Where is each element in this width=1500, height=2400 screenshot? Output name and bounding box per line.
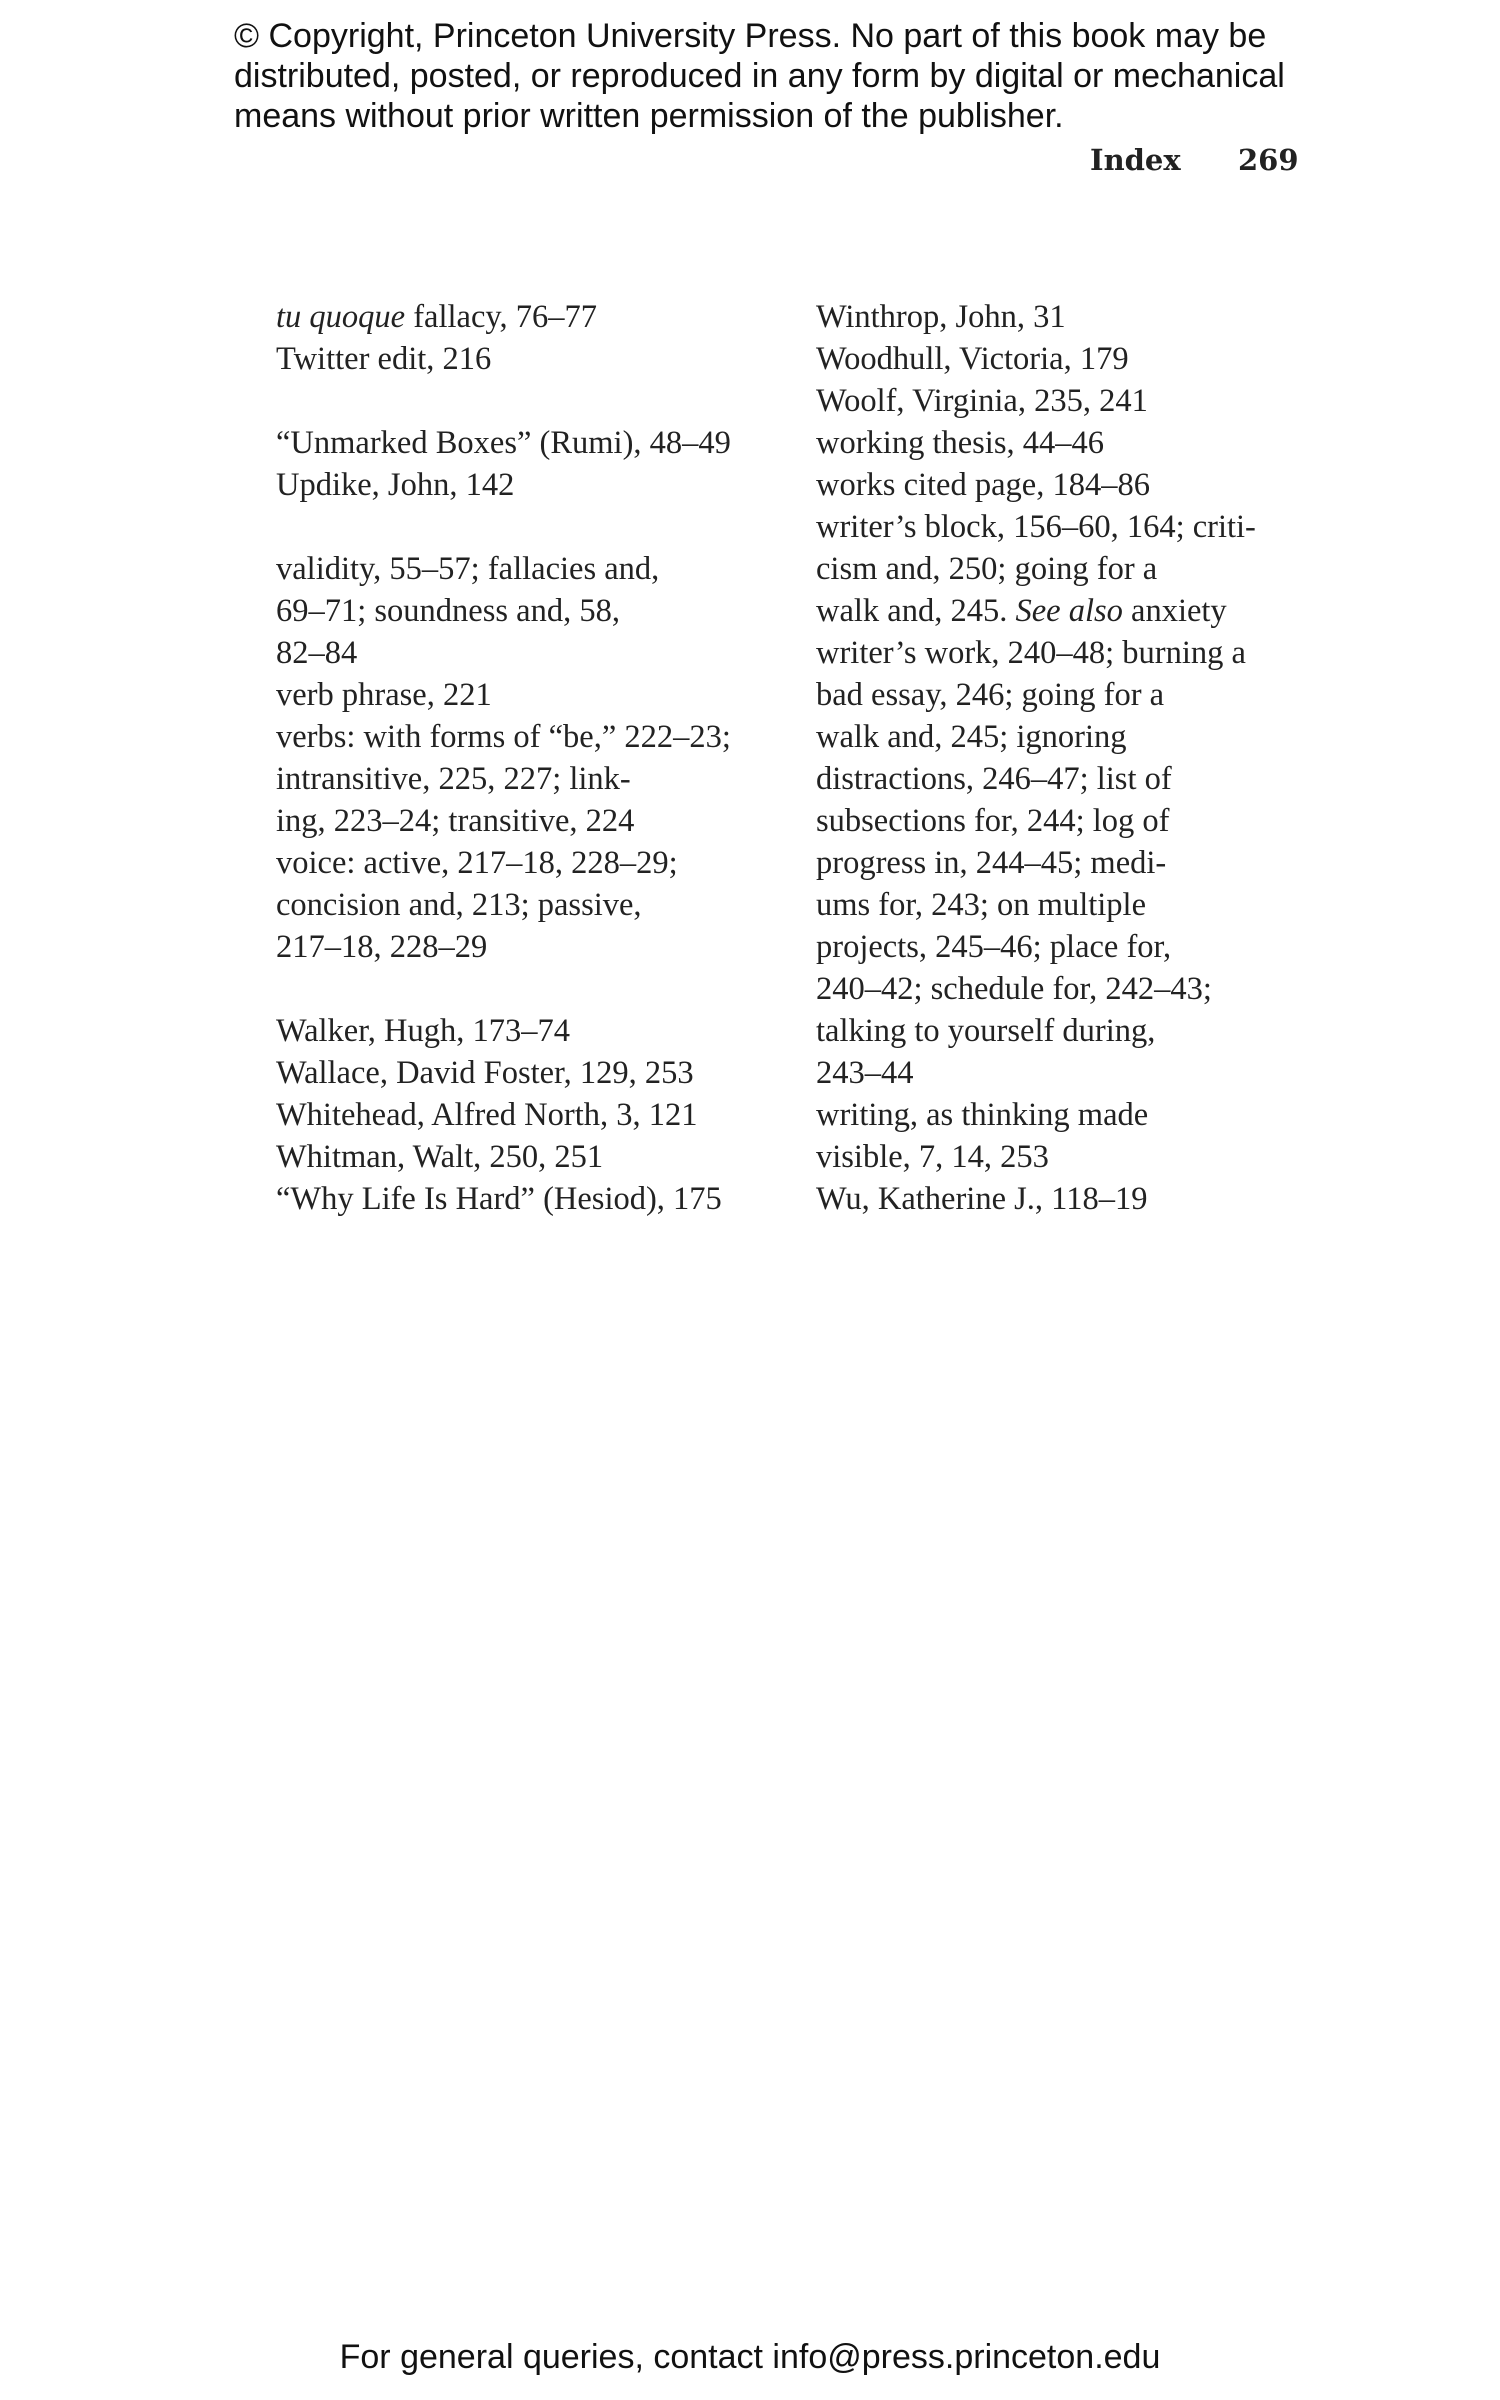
entry-line: verbs: with forms of “be,” 222–23; xyxy=(276,719,731,755)
entry-line: progress in, 244–45; medi- xyxy=(816,845,1167,881)
index-entry: Walker, Hugh, 173–74 xyxy=(276,1013,570,1049)
running-head xyxy=(1090,143,1310,177)
entry-line: concision and, 213; passive, xyxy=(276,887,642,923)
letter-group-gap xyxy=(276,380,796,422)
index-entry: Woodhull, Victoria, 179 xyxy=(816,341,1129,377)
entry-line: writing, as thinking made xyxy=(816,1097,1149,1133)
entry-line: cism and, 250; going for a xyxy=(816,551,1158,587)
entry-line: writer’s block, 156–60, 164; criti- xyxy=(816,509,1256,545)
index-entry xyxy=(276,548,796,674)
entry-text: walk and, 245. xyxy=(816,593,1016,629)
copyright-line: distributed, posted, or reproduced in any form by digital or mechanical xyxy=(234,57,1285,95)
see-also-label: See also xyxy=(1015,593,1123,629)
page-number: 269 xyxy=(1238,143,1299,177)
index-entry: verb phrase, 221 xyxy=(276,677,492,713)
entry-line: projects, 245–46; place for, xyxy=(816,929,1172,965)
entry-line: 69–71; soundness and, 58, xyxy=(276,593,620,629)
entry-line: visible, 7, 14, 253 xyxy=(816,1139,1049,1175)
entry-line: talking to yourself during, xyxy=(816,1013,1156,1049)
index-entry xyxy=(816,632,1336,1094)
entry-line: validity, 55–57; fallacies and, xyxy=(276,551,660,587)
index-entry xyxy=(276,716,796,842)
index-entry xyxy=(816,506,1336,632)
index-entry: Woolf, Virginia, 235, 241 xyxy=(816,383,1148,419)
entry-text: fallacy, 76–77 xyxy=(405,299,598,335)
copyright-notice xyxy=(234,16,1374,136)
entry-line: ing, 223–24; transitive, 224 xyxy=(276,803,635,839)
index-entry xyxy=(276,296,796,338)
index-entry xyxy=(816,1094,1336,1178)
section-title: Index xyxy=(1090,143,1181,177)
footer-contact: For general queries, contact info@press.princeton.edu xyxy=(339,2338,1161,2376)
index-column-left xyxy=(276,296,796,1220)
entry-line: 217–18, 228–29 xyxy=(276,929,488,965)
entry-line: ums for, 243; on multiple xyxy=(816,887,1146,923)
index-entry: Whitehead, Alfred North, 3, 121 xyxy=(276,1097,698,1133)
entry-line: voice: active, 217–18, 228–29; xyxy=(276,845,678,881)
entry-line: writer’s work, 240–48; burning a xyxy=(816,635,1246,671)
entry-line: 240–42; schedule for, 242–43; xyxy=(816,971,1212,1007)
index-entry: works cited page, 184–86 xyxy=(816,467,1150,503)
index-entry: “Unmarked Boxes” (Rumi), 48–49 xyxy=(276,425,731,461)
entry-line: intransitive, 225, 227; link- xyxy=(276,761,631,797)
index-entry: Twitter edit, 216 xyxy=(276,341,492,377)
copyright-line: means without prior written permission of the publisher. xyxy=(234,97,1064,135)
entry-line: walk and, 245; ignoring xyxy=(816,719,1127,755)
entry-line xyxy=(816,590,1336,632)
entry-line: bad essay, 246; going for a xyxy=(816,677,1165,713)
entry-line: 82–84 xyxy=(276,635,358,671)
copyright-line: © Copyright, Princeton University Press. No part of this book may be xyxy=(234,17,1267,55)
index-entry xyxy=(276,842,796,968)
index-entry: Updike, John, 142 xyxy=(276,467,515,503)
index-entry: Wallace, David Foster, 129, 253 xyxy=(276,1055,694,1091)
letter-group-gap xyxy=(276,968,796,1010)
entry-line: distractions, 246–47; list of xyxy=(816,761,1172,797)
index-entry: Whitman, Walt, 250, 251 xyxy=(276,1139,604,1175)
index-entry: “Why Life Is Hard” (Hesiod), 175 xyxy=(276,1181,722,1217)
entry-line: 243–44 xyxy=(816,1055,914,1091)
index-entry: Winthrop, John, 31 xyxy=(816,299,1066,335)
index-entry: Wu, Katherine J., 118–19 xyxy=(816,1181,1148,1217)
entry-line: subsections for, 244; log of xyxy=(816,803,1170,839)
entry-italic-term: tu quoque xyxy=(276,299,406,335)
letter-group-gap xyxy=(276,506,796,548)
index-entry: working thesis, 44–46 xyxy=(816,425,1104,461)
entry-text: anxiety xyxy=(1122,593,1227,629)
index-column-right xyxy=(816,296,1336,1220)
